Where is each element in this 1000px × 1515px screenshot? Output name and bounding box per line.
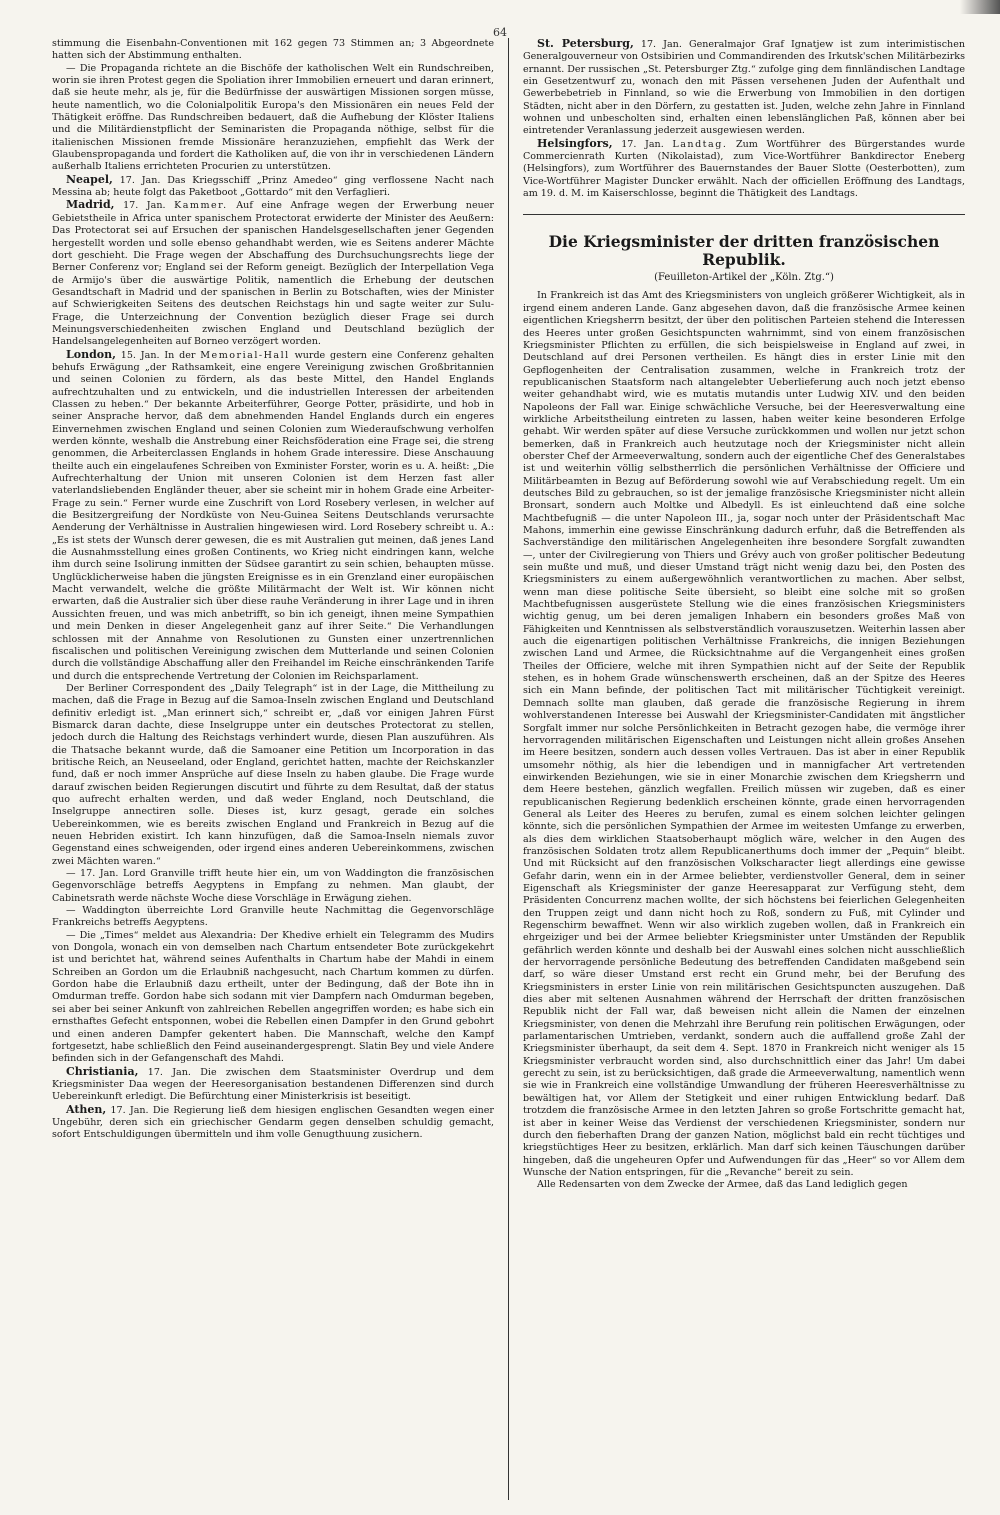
newspaper-columns — [52, 38, 965, 1500]
spaced-keyword: Landtag. — [672, 138, 728, 150]
news-item — [52, 174, 494, 200]
dateline-date: 15. Jan. — [120, 349, 160, 361]
feuilleton-subtitle: (Feuilleton-Artikel der „Köln. Ztg.“) — [654, 272, 834, 284]
paragraph: — Die „Times“ meldet aus Alexandria: Der Khedive erhielt ein Telegramm des Mudirs von Dongola, wonach ein von demselben nach Chartum entsendeter Bote zurückgekehrt ist und berichtet hat, während seines Aufenthalts in Chartum habe der Mahdi in einem Schreiben an Gordon um die Erlaubniß nachgesucht, nach Chartum kommen zu dürfen. Gordon habe die Erlaubniß dazu ertheilt, unter der Bedingung, daß der Bote ihn in Omdurman treffe. Gordon habe sich sodann mit vier Dampfern nach Omdurman begeben, sei aber bei seiner Ankunft von zahlreichen Rebellen angegriffen worden; es habe sich ein ernsthaftes Gefecht entsponnen, wobei die Rebellen einen Dampfer in den Grund gebohrt und einen anderen Dampfer gekentert haben. Die Mannschaft, welche den Kampf fortgesetzt, habe schließlich den Feind auseinandergesprengt. Slatin Bey und viele Andere befinden sich in der Gefangenschaft des Mahdi. — [52, 929, 494, 1065]
paragraph: — 17. Jan. Lord Granville trifft heute hier ein, um von Waddington die französischen Gegenvorschläge betreffs Aegyptens in Empfang zu nehmen. Man glaubt, der Cabinetsrath werde nächste Woche diese Vorschläge in Erwägung ziehen. — [52, 868, 494, 904]
page-number: 64 — [493, 26, 507, 39]
news-text-prefix: In der — [164, 349, 201, 361]
dateline-place: Neapel, — [66, 172, 113, 186]
news-text: wurde gestern eine Conferenz gehalten behufs Erwägung „der Rathsamkeit, eine engere Vereinigung zwischen Großbritannien und seinen Colonien zu fördern, als das beste Mittel, den Handel Englands aufrechtzuhalten und zu entwickeln, und die industriellen Interessen der arbeitenden Classen zu heben.“ Der bekannte Arbeiterführer, George Potter, präsidirte, und hob in seiner Ansprache hervor, daß dem abnehmenden Handel Englands durch ein engeres Einvernehmen zwischen England und seinen Colonien zum Wiederaufschwung verholfen werden könnte, weshalb die Anstrebung einer Reichsföderation eine Frage sei, die streng genommen, die Arbeiterclassen Englands in hohem Grade interessire. Diese Anschauung theilte auch ein eingelaufenes Schreiben von Exminister Forster, worin es u. A. heißt: „Die Aufrechterhaltung der Union mit unseren Colonien ist dem Herzen fast aller vaterlandsliebenden Engländer theuer, aber sie scheint mir in hohem Grade eine Arbeiter-Frage zu sein.“ Ferner wurde eine Zuschrift von Lord Rosebery verlesen, in welcher auf die Besitzergreifung der Nordküste von Neu-Guinea Seitens Deutschlands verursachte Aenderung der Verhältnisse in Australien hingewiesen wird. Lord Rosebery schreibt u. A.: „Es ist stets der Wunsch derer gewesen, die es mit Australien gut meinen, daß jenes Land die Ausnahmsstellung eines großen Continents, wo Krieg nicht eindringen kann, welche ihm durch seine Isolirung inmitten der Südsee garantirt zu sein schien, behaupten müsse. Unglücklicherweise haben die jüngsten Ereignisse es in ein Grenzland einer europäischen Macht verwandelt, welche die größte Militärmacht der Welt ist. Wir können nicht erwarten, daß die Australier sich über diese rauhe Veränderung in ihrer Lage und in ihren Aussichten freuen, und was mich anbetrifft, so bin ich geneigt, ihnen meine Sympathien und mein Denken in dieser Angelegenheit ganz auf ihrer Seite.“ Die Verhandlungen schlossen mit der Annahme von Resolutionen zu Gunsten einer unzertrennlichen fiscalischen und politischen Vereinigung zwischen dem Mutterlande und seinen Colonien durch die vollständige Abschaffung aller den Freihandel im Reiche einschränkenden Tarife und durch die entsprechende Vertretung der Colonien im Reichsparlament. — [52, 349, 494, 682]
dateline-place: Madrid, — [66, 198, 115, 212]
news-text: Zum Wortführer des Bürgerstandes wurde Commercienrath Kurten (Nikolaistad), zum Vice-Wortführer Bankdirector Eneberg (Helsingfors), zum Wortführer des Bauernstandes der Bauer Slotte (Oesterbotten), zum Vice-Wortführer Magister Duncker erwählt. Nach der officiellen Eröffnung des Landtags, am 19. d. M. im Kaiserschlosse, beginnt die Thätigkeit des Landtags. — [523, 138, 965, 200]
news-text: Generalmajor Graf Ignatjew ist zum interimistischen Generalgouverneur von Ostsibirien und Commandirenden des Irkutsk'schen Militärbezirks ernannt. Der russischen „St. Petersburger Ztg.“ zufolge ging dem finnländischen Landtage ein Gesetzentwurf zu, wonach den mit Pässen versehenen Juden der Aufenthalt und Gewerbebetrieb in Finnland, so wie die Erwerbung von Immobilien in den dortigen Städten, nicht aber in den Dörfern, zu gestatten ist. Juden, welche zehn Jahre in Finnland wohnen und unbescholten sind, erhalten einen lebenslänglichen Paß, können aber bei eintretender Veranlassung jederzeit ausgewiesen werden. — [523, 39, 965, 137]
spaced-keyword: Memorial-Hall — [200, 349, 290, 361]
news-item — [52, 1104, 494, 1142]
dateline-place: Athen, — [66, 1102, 107, 1116]
spaced-keyword: Kammer. — [174, 200, 228, 212]
dateline-place: Christiania, — [66, 1064, 139, 1078]
news-item — [52, 199, 494, 348]
right-column — [523, 38, 965, 1500]
news-item — [52, 349, 494, 683]
dateline-date: 17. Jan. — [640, 39, 682, 50]
news-text: Die Regierung ließ dem hiesigen englischen Gesandten wegen einer Ungebühr, deren sich ein griechischer Gendarm gegen denselben schuldig gemacht, sofort Entschuldigungen übermitteln und ihm volle Genugthuung zusichern. — [52, 1104, 494, 1141]
dateline-place: St. Petersburg, — [537, 38, 634, 50]
feuilleton-title: Die Kriegsminister der dritten französischen Republik. — [523, 214, 965, 269]
news-text: Die zwischen dem Staatsminister Overdrup und dem Kriegsminister Daa wegen der Heeresorganisation bestandenen Differenzen sind durch Uebereinkunft erledigt. Die Befürchtung einer Ministerkrisis ist beseitigt. — [52, 1066, 494, 1103]
paragraph: — Waddington überreichte Lord Granville heute Nachmittag die Gegenvorschläge Frankreichs betreffs Aegyptens. — [52, 905, 494, 929]
news-text: Das Kriegsschiff „Prinz Amedeo“ ging verflossene Nacht nach Messina ab; heute folgt das Paketboot „Gottardo“ mit den Verfaglieri. — [52, 174, 494, 199]
paragraph: Der Berliner Correspondent des „Daily Telegraph“ ist in der Lage, die Mittheilung zu machen, daß die Frage in Bezug auf die Samoa-Inseln zwischen England und Deutschland definitiv erledigt ist. „Man erinnert sich,“ schreibt er, „daß vor einigen Jahren Fürst Bismarck daran dachte, diese Inselgruppe unter ein deutsches Protectorat zu stellen, jedoch durch die Haltung des Reichstags verhindert wurde, diesen Plan auszuführen. Als die Thatsache bekannt wurde, daß die Samoaner eine Petition um Incorporation in das britische Reich, an Neuseeland, oder England, gerichtet hatten, machte der Reichskanzler fund, daß er noch immer Ansprüche auf diese Inseln zu haben glaube. Die Frage wurde darauf zwischen beiden Regierungen discutirt und führte zu dem Resultat, daß der status quo aufrecht erhalten werden, und daß weder England, noch Deutschland, die Inselgruppe annectiren solle. Dieses ist, kurz gesagt, gerade ein solches Uebereinkommen, wie es bereits zwischen England und Frankreich in Bezug auf die neuen Hebriden existirt. Ich kann hinzufügen, daß die Samoa-Inseln niemals zuvor Gegenstand eines schweigenden, oder irgend eines anderen Uebereinkommens, zwischen zwei Mächten waren.“ — [52, 682, 494, 867]
column-divider — [508, 38, 509, 1500]
paragraph: Alle Redensarten von dem Zwecke der Armee, daß das Land lediglich gegen — [537, 1179, 908, 1191]
left-column — [52, 38, 494, 1500]
dateline-place: Helsingfors, — [537, 136, 613, 150]
dateline-date: 17. Jan. — [147, 1066, 191, 1078]
news-item — [523, 138, 965, 201]
paragraph: — Die Propaganda richtete an die Bischöfe der katholischen Welt ein Rundschreiben, worin sie ihren Protest gegen die Spoliation ihrer Immobilien erneuert und daran erinnert, daß sie heute mehr, als je, für die Bedürfnisse der auswärtigen Missionen sorgen müsse, heute namentlich, wo die Colonialpolitik Europa's den Missionären ein neues Feld der Thätigkeit eröffne. Das Rundschreiben bedauert, daß die Aufhebung der Klöster Italiens und die Militärdienstpflicht der Seminaristen die Propaganda nöthige, selbst für die italienischen Missionen fremde Missionäre heranzuziehen, empfiehlt das Werk der Glaubenspropaganda und fordert die Katholiken auf, die von ihr in verschiedenen Ländern außerhalb Italiens errichteten Procurien zu unterstützen. — [52, 62, 494, 173]
paragraph: In Frankreich ist das Amt des Kriegsministers von ungleich größerer Wichtigkeit, als in irgend einem anderen Lande. Ganz abgesehen davon, daß die französische Armee keinen eigentlichen Kriegsherrn besitzt, der über den politischen Parteien stehend die Interessen des Heeres unter großen Gesichtspuncten wahrnimmt, sind von einem französischen Kriegsminister Pflichten zu erfüllen, die sich beispielsweise in England auf zwei, in Deutschland auf drei Personen vertheilen. Es hängt dies in erster Linie mit den Gepflogenheiten der Centralisation zusammen, welche in Frankreich trotz der republicanischen Staatsform nach altangelebter Ueberlieferung auch noch jetzt ebenso weiter gehandhabt wird, wie es mutatis mutandis unter Ludwig XIV. und den beiden Napoleons der Fall war. Einige schwächliche Versuche, bei der Heeresverwaltung eine wirkliche Arbeitstheilung eintreten zu lassen, haben weiter keine besonderen Erfolge gehabt. Wir werden später auf diese Versuche zurückkommen und wollen nur jetzt schon bemerken, daß in Frankreich auch heutzutage noch der Kriegsminister nicht allein oberster Chef der Armeeverwaltung, sondern auch der eigentliche Chef des Generalstabes ist und weiterhin völlig selbstherrlich die persönlichen Verhältnisse der Officiere und Militärbeamten in Bezug auf Beförderung sowohl wie auf Verabschiedung regelt. Um ein deutsches Bild zu gebrauchen, so ist der jemalige französische Kriegsminister nicht allein Bronsart, sondern auch Moltke und Albedyll. Es ist einleuchtend daß eine solche Machtbefugniß — die unter Napoleon III., ja, sogar noch unter der Präsidentschaft Mac Mahons, immerhin eine gewisse Einschränkung dadurch erfuhr, daß die Betreffenden als Sachverständige den militärischen Angelegenheiten ihre besondere Sorgfalt zuwandten —, unter der Civilregierung von Thiers und Grévy auch von großer politischer Bedeutung sein mußte und muß, und dieser Umstand trägt nicht wenig dazu bei, den Posten des Kriegsministers zu einem außergewöhnlich verantwortlichen zu machen. Aber selbst, wenn man diese politische Seite übersieht, so bleibt eine solche mit so großen Machtbefugnissen ausgerüstete Stellung wie die eines französischen Kriegsministers wichtig genug, um bei deren jemaligen Inhabern ein besonders großes Maß von Fähigkeiten und Kenntnissen als selbstverständlich vorauszusetzen. Weiterhin lassen aber auch die eigenartigen politischen Verhältnisse Frankreichs, die innigen Beziehungen zwischen Land und Armee, die Rücksichtnahme auf die Vergangenheit eines großen Theiles der Officiere, welche mit ihren Sympathien nicht auf der Seite der Republik stehen, es in hohem Grade wünschenswerth erscheinen, daß an der Spitze des Heeres sich ein Mann befinde, der politischen Tact mit militärischer Tüchtigkeit vereinigt. Demnach sollte man glauben, daß gerade die französische Regierung in ihrem wohlverstandenen Interesse bei Auswahl der Kriegsminister-Candidaten mit ängstlicher Sorgfalt immer nur solche Persönlichkeiten in Betracht gezogen habe, die vermöge ihrer hervorragenden militärischen Eigenschaften und Leistungen nicht allein großes Ansehen im Heere besitzen, sondern auch dessen volles Vertrauen. Das ist aber in einer Republik umsomehr nöthig, als hier die lebendigen und in mannigfacher Art vertretenden einwirkenden Beziehungen, wie sie in einer Monarchie zwischen dem Kriegsherrn und dem Heere bestehen, gänzlich wegfallen. Freilich müssen wir zugeben, daß es einer republicanischen Regierung bedenklich erscheinen könnte, grade einen hervorragenden General als Leiter des Heeres zu berufen, zumal es einem solchen leichter gelingen könnte, sich die persönlichen Sympathien der Armee im weitesten Umfange zu erwerben, als dies dem wirklichen Staatsoberhaupt möglich wäre, welcher in den Augen des französischen Soldaten trotz allem Republicanerthums doch immer der „Pequin“ bleibt. Und mit Rücksicht auf den französischen Volkscharacter liegt allerdings eine gewisse Gefahr darin, wenn ein in der Armee beliebter, verdienstvoller General, dem in seiner Eigenschaft als Kriegsminister der ganze Heeresapparat zur Verfügung steht, dem Präsidenten Concurrenz machen wollte, der sich höchstens bei feierlichen Gelegenheiten den Truppen zeigt und dann nicht hoch zu Roß, sondern zu Fuß, mit Cylinder und Regenschirm bewaffnet. Wenn wir also wirklich zugeben wollen, daß in Frankreich ein ehrgeiziger und bei der Armee beliebter Kriegsminister unter Umständen der Republik gefährlich werden könnte und deshalb bei der Auswahl eines solchen nicht ausschließlich der hervorragende persönliche Bedeutung des betreffenden Candidaten maßgebend sein darf, so wäre dieser Umstand erst recht ein Grund mehr, bei der Berufung des Kriegsministers in erster Linie von rein militärischen Gesichtspuncten auszugehen. Daß dies aber mit seltenen Ausnahmen während der Herrschaft der dritten französischen Republik nicht der Fall war, daß beweisen nicht allein die Namen der einzelnen Kriegsminister, von denen die Mehrzahl ihre Berufung rein politischen Erwägungen, oder parlamentarischen Umtrieben, verdankt, sondern auch die auffallend große Zahl der Kriegsminister überhaupt, da seit dem 4. Sept. 1870 in Frankreich nicht weniger als 15 Kriegsminister verbraucht worden sind, also durchschnittlich einer das Jahr! Um dabei gerecht zu sein, ist zu berücksichtigen, daß grade die Armeeverwaltung, namentlich wenn sie wie in Frankreich eine vollständige Umwandlung der früheren Heeresverhältnisse zu bewältigen hat, vor Allem der Stetigkeit und einer ruhigen Entwicklung bedarf. Daß trotzdem die französische Armee in den letzten Jahren so große Fortschritte gemacht hat, ist aber in keiner Weise das Verdienst der verschiedenen Kriegsminister, sondern nur durch den fieberhaften Drang der ganzen Nation, möglichst bald ein recht tüchtiges und kriegstüchtiges Heer zu besitzen, erklärlich. Man darf sich keinen Täuschungen darüber hingeben, daß die ungeheuren Opfer und Aufwendungen für das „Heer“ so vor Allem dem Wunsche der Nation entspringen, für die „Revanche“ bereit zu sein. — [523, 290, 965, 1178]
dateline-date: 17. Jan. — [119, 174, 161, 186]
dateline-date: 17. Jan. — [621, 138, 664, 150]
scan-corner-mark — [960, 0, 1000, 14]
news-text: Auf eine Anfrage wegen der Erwerbung neuer Gebietstheile in Africa unter spanischem Protectorat erwiderte der Minister des Aeußern: Das Protectorat sei auf Ersuchen der spanischen Handelsgesellschaften jener Gegenden hergestellt worden und solle ebenso gehandhabt werden, wie es Seitens anderer Mächte dort geschieht. Die Frage wegen der Abschaffung des Durchsuchungsrechts liege der Berner Conferenz vor; England sei der Reform geneigt. Bezüglich der Interpellation Vega de Armijo's über die auswärtige Politik, namentlich die Erhebung der deutschen Gesandtschaft in Madrid und der spanischen in Berlin zu Botschaften, wies der Minister auf Schwierigkeiten Seitens des deutschen Reichstags hin und sagte weiter zur Sulu-Frage, die Unterzeichnung der Convention bezüglich dieser Frage sei durch Meinungsverschiedenheiten zwischen England und Deutschland bezüglich der Handelsangelegenheiten auf Borneo verzögert worden. — [52, 200, 494, 348]
news-item — [523, 38, 965, 138]
dateline-date: 17. Jan. — [123, 200, 166, 212]
paragraph: stimmung die Eisenbahn-Conventionen mit 162 gegen 73 Stimmen an; 3 Abgeordnete hatten sich der Abstimmung enthalten. — [52, 38, 494, 62]
dateline-date: 17. Jan. — [110, 1104, 149, 1116]
dateline-place: London, — [66, 347, 116, 361]
news-item — [52, 1066, 494, 1104]
